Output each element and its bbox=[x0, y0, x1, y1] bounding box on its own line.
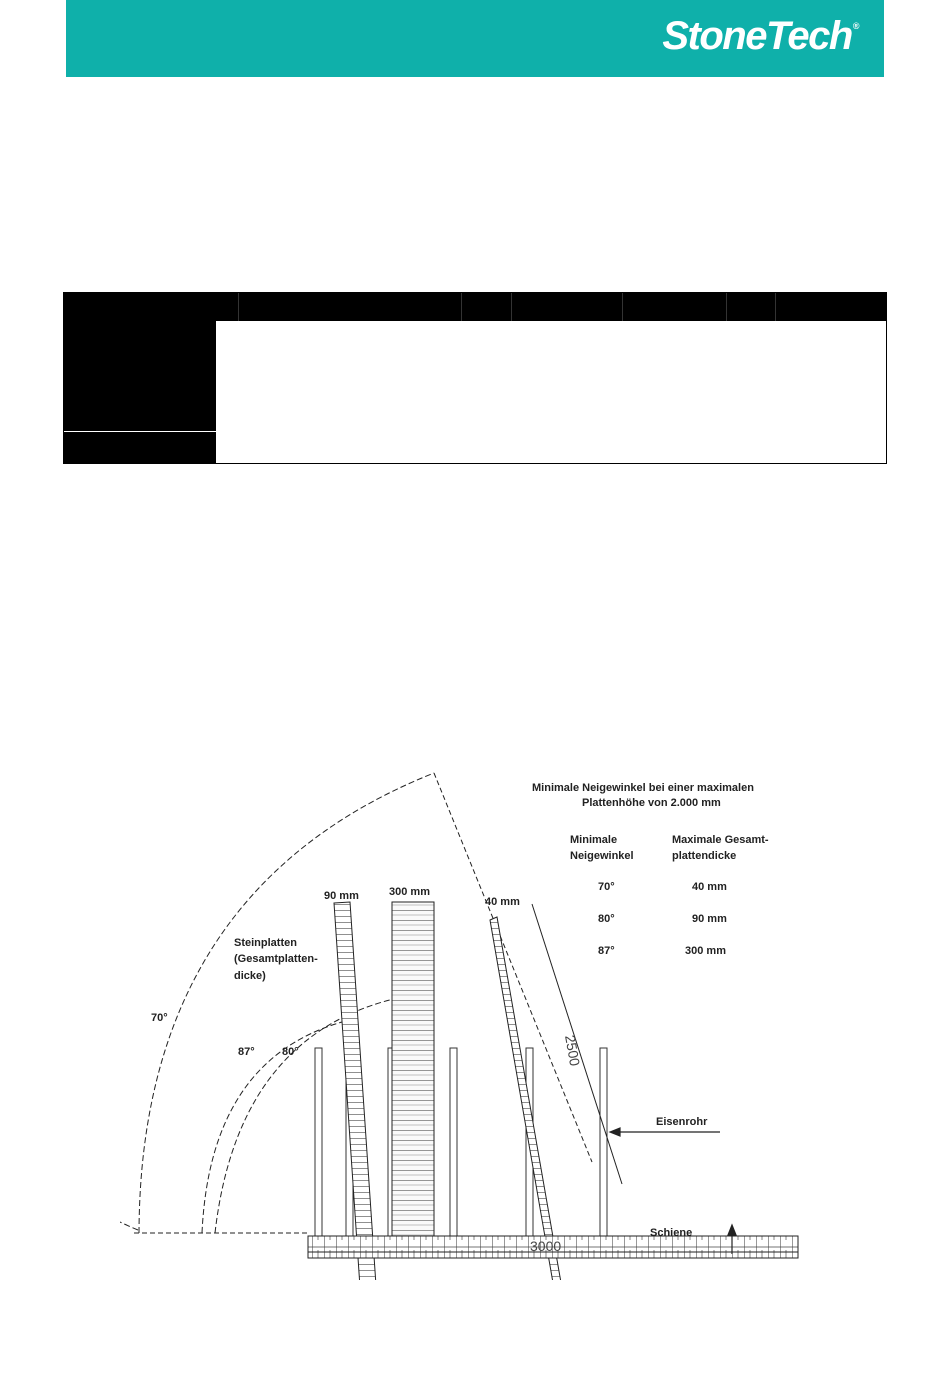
label-90mm: 90 mm bbox=[324, 890, 359, 902]
label-eisenrohr: Eisenrohr bbox=[656, 1116, 708, 1128]
col1-header-line2: Neigewinkel bbox=[570, 850, 634, 862]
arc-70-dimension bbox=[120, 760, 434, 1230]
angle-87-label: 87° bbox=[238, 1046, 255, 1058]
table-header-row bbox=[64, 293, 886, 321]
row-thickness: 90 mm bbox=[692, 913, 727, 925]
dim-3000-label: 3000 bbox=[530, 1238, 562, 1254]
label-schiene: Schiene bbox=[650, 1227, 693, 1239]
label-steinplatten-line3: dicke) bbox=[234, 970, 266, 982]
col2-header-line1: Maximale Gesamt- bbox=[672, 834, 769, 846]
radial-70-line bbox=[434, 773, 592, 1162]
redacted-table bbox=[63, 292, 887, 464]
logo-text: StoneTech bbox=[662, 14, 852, 58]
label-steinplatten-line2: (Gesamtplatten- bbox=[234, 953, 318, 965]
slab-stack-40mm bbox=[490, 917, 598, 1280]
col2-header-line2: plattendicke bbox=[672, 850, 737, 862]
rack-diagram bbox=[120, 760, 810, 1280]
col1-header-line1: Minimale bbox=[570, 834, 618, 846]
table-title-line2: Plattenhöhe von 2.000 mm bbox=[582, 797, 721, 809]
arrow-eisenrohr bbox=[610, 1128, 720, 1136]
table-left-cell bbox=[64, 321, 216, 431]
label-40mm: 40 mm bbox=[485, 896, 520, 908]
angle-80-label: 80° bbox=[282, 1046, 299, 1058]
registered-mark: ® bbox=[852, 20, 858, 31]
row-angle: 70° bbox=[598, 881, 615, 893]
row-angle: 80° bbox=[598, 913, 615, 925]
angle-70-label: 70° bbox=[151, 1012, 168, 1024]
label-steinplatten-line1: Steinplatten bbox=[234, 937, 297, 949]
header-bar bbox=[66, 0, 884, 77]
diagram-labels bbox=[151, 782, 769, 1239]
row-thickness: 40 mm bbox=[692, 881, 727, 893]
row-thickness: 300 mm bbox=[685, 945, 726, 957]
table-title-line1: Minimale Neigewinkel bei einer maximalen bbox=[532, 782, 754, 794]
slab-stack-300mm bbox=[392, 902, 434, 1238]
dim-2500-label: 2500 bbox=[562, 1033, 584, 1068]
stonetech-logo bbox=[662, 14, 858, 59]
table-left-cell bbox=[64, 432, 216, 464]
row-angle: 87° bbox=[598, 945, 615, 957]
slab-stack-90mm bbox=[334, 902, 390, 1280]
label-300mm: 300 mm bbox=[389, 886, 430, 898]
